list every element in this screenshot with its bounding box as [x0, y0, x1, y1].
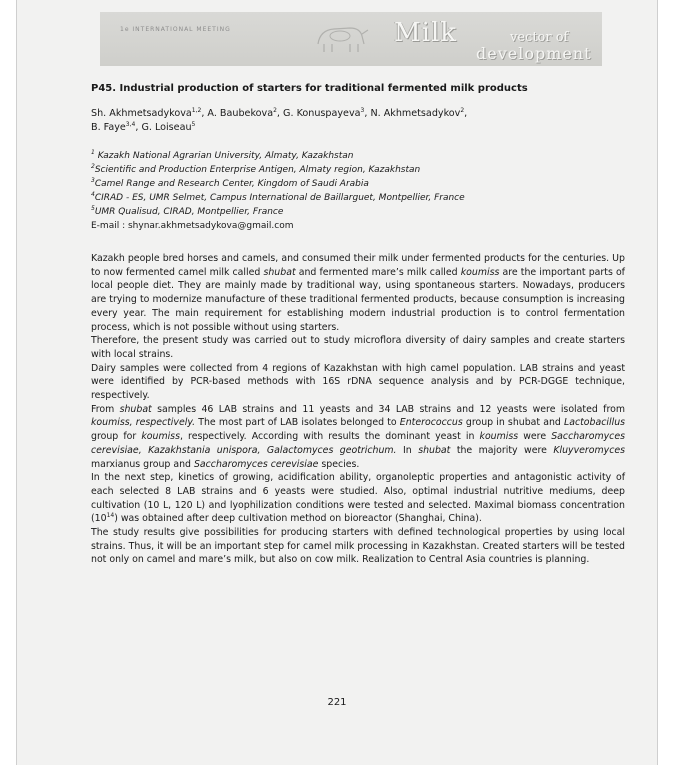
- text-run: 14: [106, 512, 115, 520]
- author-affil-sup: 3,4: [125, 120, 136, 128]
- text-run: koumiss, respectively.: [91, 417, 196, 429]
- text-run: group in shubat and: [462, 417, 564, 429]
- text-run: shubat: [418, 444, 451, 456]
- author: Sh. Akhmetsadykova: [91, 108, 192, 119]
- text-run: ) was obtained after deep cultivation method on bioreactor (Shanghai, China).: [114, 513, 482, 525]
- abstract-paragraph: [91, 362, 625, 403]
- text-run: Dairy samples were collected from 4 regions of Kazakhstan with high camel population. LAB strains and yeast were identified by PCR-based methods with 16S rDNA sequence analysis and by PCR-DGGE technique, respectively.: [91, 362, 625, 402]
- author-affil-sup: 5: [191, 120, 196, 128]
- page-number: 221: [327, 697, 347, 708]
- author-line-1: [91, 107, 631, 121]
- affiliation-text: CIRAD - ES, UMR Selmet, Campus International de Baillarguet, Montpellier, France: [94, 193, 465, 203]
- affiliation-number: 3: [91, 177, 95, 184]
- author-separator: ,: [135, 122, 142, 133]
- text-run: The study results give possibilities for producing starters with defined technological properties by using local strains. Thus, it will be an important step for camel milk processing in Kazakhstan. Created starters will be tested not only on camel and mare’s milk, but also on cow milk. Realization to Central Asia countries is planning.: [91, 527, 625, 566]
- author-list: [91, 107, 631, 135]
- affiliation-text: Camel Range and Research Center, Kingdom of Saudi Arabia: [94, 179, 369, 189]
- affiliation-item: [91, 149, 631, 163]
- text-run: , respectively. According with results the dominant yeast in: [179, 431, 480, 443]
- document-page: [16, 0, 658, 765]
- author-affil-sup: 2: [460, 106, 465, 114]
- abstract-body: [91, 252, 625, 567]
- text-run: group for: [91, 431, 142, 443]
- abstract-paragraph: [91, 471, 625, 526]
- cow-illustration-icon: [310, 16, 370, 56]
- affiliation-number: 2: [91, 163, 95, 170]
- affiliation-text: Kazakh National Agrarian University, Almaty, Kazakhstan: [97, 151, 354, 161]
- author: N. Akhmetsadykov: [370, 108, 461, 119]
- text-run: are the important parts of local people diet. They are mainly made by traditional way, using spontaneous starters. Nowadays, producers are trying to modernize manufacture of these traditional fermented products, because consumption is increasing every year. The main requirement for establishing modern industrial production is to control fermentation process, which is not possible without using starters.: [91, 266, 625, 333]
- affiliation-item: [91, 191, 631, 205]
- affiliation-text: Scientific and Production Enterprise Antigen, Almaty region, Kazakhstan: [94, 165, 421, 175]
- author-affil-sup: 2: [273, 106, 277, 114]
- affiliation-number: 4: [91, 191, 95, 198]
- affiliation-number: 5: [91, 205, 95, 212]
- text-run: samples 46 LAB strains and 11 yeasts and 34 LAB strains and 12 yeasts were isolated from: [151, 403, 625, 415]
- author-separator: ,: [201, 108, 208, 119]
- banner-small-text: 1e INTERNATIONAL MEETING: [120, 26, 231, 33]
- abstract-paragraph: [91, 403, 625, 472]
- affiliation-number: 1: [91, 149, 95, 156]
- text-run: From: [91, 403, 120, 415]
- author-line-2: [91, 121, 631, 135]
- text-run: Therefore, the present study was carried out to study microflora diversity of dairy samples and create starters with local strains.: [91, 335, 625, 360]
- author: A. Baubekova: [207, 108, 274, 119]
- text-run: koumiss: [479, 431, 519, 443]
- author: G. Loiseau: [141, 122, 192, 133]
- banner-subtitle-2: development: [476, 44, 592, 63]
- banner-subtitle-1: vector of: [510, 30, 569, 45]
- text-run: Kluyveromyces: [553, 444, 625, 456]
- author-separator: ,: [464, 108, 468, 119]
- text-run: koumiss: [460, 266, 500, 278]
- text-run: koumiss: [141, 431, 180, 443]
- affiliation-list: [91, 149, 631, 233]
- affiliation-item: [91, 163, 631, 177]
- text-run: In the next step, kinetics of growing, acidification ability, organoleptic properties and antagonistic activity of each selected 8 LAB strains and 6 yeasts were studied. Also, optimal industrial nutritive mediums, deep cultivation (10 L, 120 L) and lyophilization conditions were tested and selected. Maximal biomass concentration (10: [91, 472, 625, 525]
- text-run: were: [518, 431, 552, 443]
- affiliation-item: [91, 177, 631, 191]
- text-run: Enterococcus: [399, 417, 463, 429]
- text-run: Saccharomyces cerevisiae: [193, 458, 319, 470]
- author: B. Faye: [91, 122, 126, 133]
- text-run: species.: [318, 458, 360, 470]
- paper-title: P45. Industrial production of starters for traditional fermented milk products: [91, 83, 528, 94]
- abstract-paragraph: [91, 334, 625, 361]
- author-affil-sup: 1,2: [191, 106, 202, 114]
- text-run: marxianus group and: [91, 458, 194, 470]
- text-run: In: [396, 444, 419, 456]
- contact-email[interactable]: E-mail : shynar.akhmetsadykova@gmail.com: [91, 221, 294, 231]
- conference-banner: [100, 12, 602, 66]
- author-separator: ,: [364, 108, 371, 119]
- author: G. Konuspayeva: [283, 108, 361, 119]
- text-run: The most part of LAB isolates belonged to: [195, 417, 400, 429]
- text-run: and fermented mare’s milk called: [295, 266, 461, 278]
- text-run: shubat: [263, 266, 296, 278]
- affiliation-item: [91, 205, 631, 219]
- text-run: shubat: [119, 403, 152, 415]
- text-run: Saccharomyces cerevisiae, Kazakhstania unispora, Galactomyces geotrichum.: [91, 431, 625, 456]
- abstract-paragraph: [91, 252, 625, 334]
- text-run: Lactobacillus: [564, 417, 626, 429]
- affiliation-text: UMR Qualisud, CIRAD, Montpellier, France: [94, 207, 284, 217]
- author-separator: ,: [276, 108, 284, 119]
- text-run: Kazakh people bred horses and camels, and consumed their milk under fermented products for the centuries. Up to now fermented camel milk called: [91, 253, 625, 278]
- abstract-paragraph: [91, 526, 625, 567]
- author-affil-sup: 3: [360, 106, 365, 114]
- banner-title: Milk: [394, 18, 458, 48]
- text-run: the majority were: [450, 444, 554, 456]
